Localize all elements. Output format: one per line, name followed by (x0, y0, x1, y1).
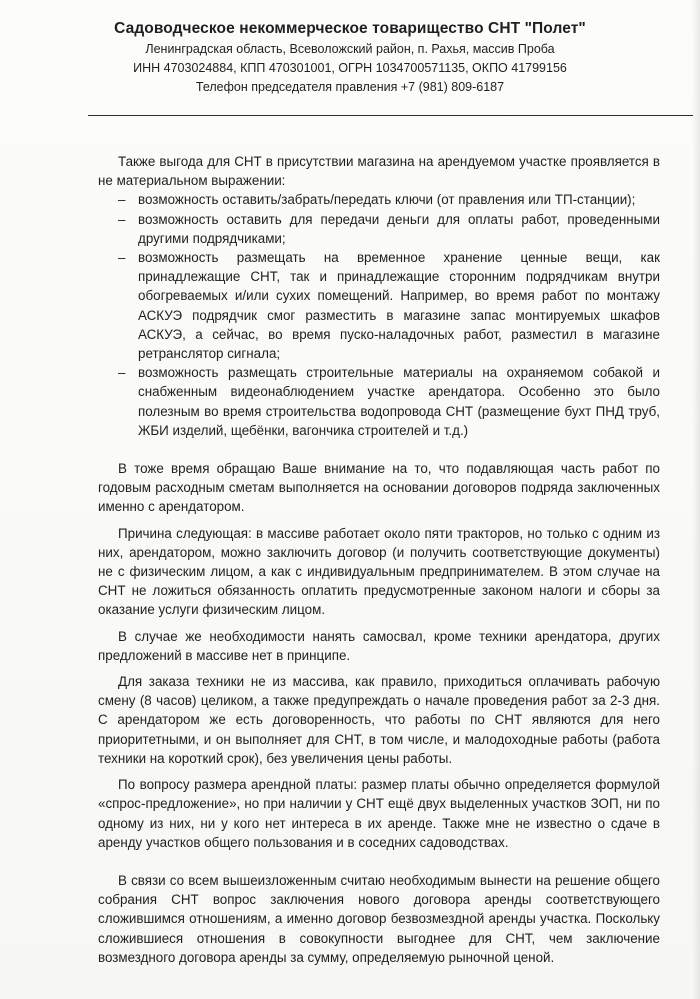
list-item (98, 190, 660, 209)
paragraph-dump-truck: В случае же необходимости нанять самосвал, кроме техники арендатора, других предложений в массиве нет в принципе. (98, 628, 660, 663)
paragraph-contracts: В тоже время обращаю Ваше внимание на то, что подавляющая часть работ по годовым расходным сметам выполняется на основании договоров подряда заключенных именно с арендатором. (98, 461, 660, 515)
intro-paragraph: Также выгода для СНТ в присутствии магазина на арендуемом участке проявляется в не материальном выражении: (98, 154, 660, 189)
organization-registry-codes: ИНН 4703024884, КПП 470301001, ОГРН 1034700571135, ОКПО 41799156 (133, 61, 567, 75)
letterhead (0, 18, 700, 97)
letter-body (98, 152, 660, 967)
organization-title: Садоводческое некоммерческое товарищество СНТ "Полет" (114, 20, 586, 37)
list-item-text: возможность размещать строительные материалы на охраняемом собакой и снабженным видеонаблюдением участке арендатора. Особенно это было полезным во время строительства водопровода СНТ (размещение бухт ПНД труб, ЖБИ изделий, щебёнки, вагончика строителей и т.д.) (138, 365, 660, 438)
organization-address: Ленинградская область, Всеволожский район, п. Рахья, массив Проба (145, 42, 555, 56)
benefits-list (98, 190, 660, 440)
list-dash-marker: – (118, 365, 126, 381)
list-dash-marker: – (118, 211, 126, 227)
list-item (98, 248, 660, 363)
list-item (98, 363, 660, 440)
page-edge-shadow (692, 0, 700, 999)
chairman-phone: Телефон председателя правления +7 (981) 809-6187 (195, 80, 505, 94)
list-item (98, 210, 660, 248)
paragraph-conclusion: В связи со всем вышеизложенным считаю необходимым вынести на решение общего собрания СНТ вопрос заключения нового договора аренды соответствующего сложившимся отношениям, а именно договор безвозмездной аренды участка. Поскольку сложившиеся отношения в совокупности выгоднее для СНТ, чем заключение возмездного договора аренды за сумму, определяемую рыночной ценой. (98, 872, 660, 965)
list-item-text: возможность оставить для передачи деньги для оплаты работ, проведенными другими подрядчиками; (138, 211, 660, 246)
list-item-text: возможность размещать на временное хранение ценные вещи, как принадлежащие СНТ, так и принадлежащие сторонним подрядчикам внутри обогреваемых и/или сухих помещений. Например, во время работ по монтажу АСКУЭ подрядчик смог разместить в магазине запас монтируемых шкафов АСКУЭ, а сейчас, во время пуско-наладочных работ, разместил в магазине ретранслятор сигнала; (138, 250, 660, 362)
list-dash-marker: – (118, 250, 126, 266)
list-dash-marker: – (118, 192, 126, 208)
paragraph-reason: Причина следующая: в массиве работает около пяти тракторов, но только с одним из них, арендатором, можно заключить договор (и получить соответствующие документы) не с физическим лицом, а как с индивидуальным предпринимателем. В этом случае на СНТ не ложиться обязанность оплатить предусмотренные законом налоги и сборы за оказание услуги физическим лицом. (98, 525, 660, 618)
list-item-text: возможность оставить/забрать/передать ключи (от правления или ТП-станции); (138, 192, 636, 208)
letterhead-divider (88, 115, 693, 116)
paragraph-external-hire: Для заказа техники не из массива, как правило, приходиться оплачивать рабочую смену (8 часов) целиком, а также предупреждать о начале проведения работ за 2-3 дня. С арендатором же есть договоренность, что работы по СНТ являются для него приоритетными, и он выполняет для СНТ, в том числе, и малодоходные работы (работа техники на короткий срок), без увеличения цены работы. (98, 674, 660, 766)
paragraph-rent-size: По вопросу размера арендной платы: размер платы обычно определяется формулой «спрос-предложение», но при наличии у СНТ ещё двух выделенных участков ЗОП, ни по одному из них, ни у кого нет интереса в их аренде. Также мне не известно о сдаче в аренду участков общего пользования и в соседних садоводствах. (98, 777, 660, 850)
